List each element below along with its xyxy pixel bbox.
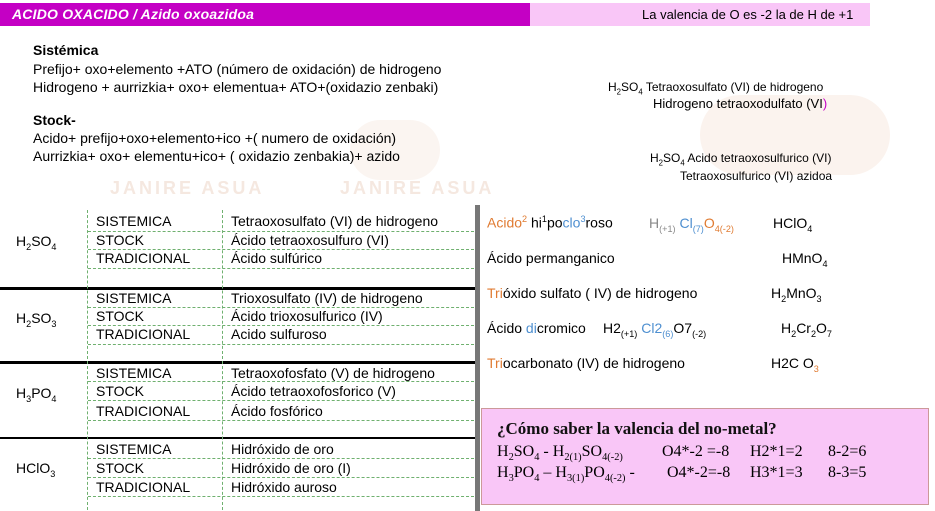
- valence-line-1-c: H2*1=2: [750, 443, 803, 460]
- exercise-4-part: Ácido: [487, 320, 526, 336]
- exercise-5-part: Tri: [487, 355, 503, 371]
- ox-part: O7: [673, 320, 693, 336]
- row-divider: [88, 420, 474, 421]
- exercise-5-formula-part: H2C O: [771, 355, 814, 371]
- sistemica-heading: Sistémica: [33, 42, 99, 58]
- valence-line-2-b: O4*-2=-8: [667, 464, 731, 481]
- valence-line-1-b: O4*-2 =-8: [662, 443, 730, 460]
- exercise-4-name: [487, 320, 586, 336]
- label-sistemica: SISTEMICA: [96, 441, 172, 457]
- exercise-5-formula-sub: 3: [813, 363, 819, 374]
- table-cell: Tetraoxofosfato (V) de hidrogeno: [231, 365, 435, 381]
- exercise-1-name: [487, 214, 613, 231]
- table-cell: Hidróxido de oro (I): [231, 460, 351, 476]
- formula-h3po4: $H_3PO_4$: [16, 385, 57, 404]
- ox-part: Cl: [679, 215, 693, 231]
- row-divider: [88, 400, 474, 401]
- example-sistemica: $H_2SO_4$ Tetraoxosulfato (VI) de hidrogeno: [608, 80, 824, 97]
- table-right-border: [475, 205, 480, 511]
- table-cell: Ácido tetraoxofosforico (V): [231, 383, 396, 399]
- example-sistemica-basque-paren: ): [822, 96, 828, 111]
- valence-line-1-d: 8-2=6: [828, 443, 867, 460]
- ox-part: Cl2: [641, 320, 663, 336]
- watermark-text: JANIRE ASUA: [110, 178, 265, 198]
- label-tradicional: TRADICIONAL: [96, 479, 191, 495]
- exercise-3-part: óxido sulfato ( IV) de hidrogeno: [502, 285, 698, 301]
- row-divider: [88, 458, 474, 459]
- ox-sub: (+1): [620, 328, 638, 339]
- example-sistemica-name: Tetraoxosulfato (VI) de hidrogeno: [645, 80, 824, 94]
- exercise-3-part: Tri: [487, 285, 503, 301]
- exercise-2-formula: HMnO$_4$: [782, 250, 828, 269]
- exercise-1-formula: HClO$_4$: [773, 215, 813, 234]
- table-cell: Hidróxido auroso: [231, 479, 337, 495]
- label-tradicional: TRADICIONAL: [96, 250, 191, 266]
- valence-line-2-c: H3*1=3: [750, 464, 803, 481]
- row-separator: [0, 361, 476, 364]
- formula-h2so4: $H_2SO_4$: [16, 233, 57, 252]
- label-sistemica: SISTEMICA: [96, 365, 172, 381]
- valence-line-1-a: $H_2SO_4 - H_{2(1)}SO_{4(-2)}$: [497, 443, 623, 464]
- table-cell: Acido sulfuroso: [231, 326, 327, 342]
- page-title: ACIDO OXACIDO / Azido oxoazidoa: [12, 6, 255, 22]
- ox-sub: 4(-2): [714, 223, 734, 234]
- exercise-1-sup: 1: [541, 214, 547, 224]
- exercise-1-part: po: [546, 214, 563, 231]
- row-divider: [88, 496, 474, 497]
- column-divider: [222, 210, 223, 510]
- exercise-1-sup: 2: [522, 214, 528, 224]
- exercise-5-part: ocarbonato (IV) de hidrogeno: [502, 355, 685, 371]
- stock-heading: Stock-: [33, 112, 76, 128]
- row-divider: [88, 268, 474, 269]
- exercise-1-part: roso: [585, 214, 613, 231]
- table-cell: Tetraoxosulfato (VI) de hidrogeno: [231, 213, 439, 229]
- ox-part: O: [703, 215, 715, 231]
- table-cell: Ácido fosfórico: [231, 403, 323, 419]
- row-divider: [88, 477, 474, 478]
- valence-box-title: ¿Cómo saber la valencia del no-metal?: [497, 419, 777, 438]
- ox-sub: (6): [662, 328, 674, 339]
- table-cell: Ácido sulfúrico: [231, 250, 323, 266]
- exercise-4-oxidation: [603, 320, 706, 339]
- exercise-1-oxidation: [649, 215, 734, 234]
- exercise-4-formula: $H_2Cr_2O_7$: [781, 320, 832, 339]
- stock-rule-eu: Aurrizkia+ oxo+ elementu+ico+ ( oxidazio zenbakia)+ azido: [33, 148, 400, 164]
- table-cell: Hidróxido de oro: [231, 441, 334, 457]
- example-stock-basque: Tetraoxosulfurico (VI) azidoa: [680, 169, 833, 183]
- label-stock: STOCK: [96, 383, 144, 399]
- table-cell: Ácido tetraoxosulfuro (VI): [231, 232, 389, 248]
- valencia-note: La valencia de O es -2 la de H de +1: [642, 7, 854, 22]
- formula-hclo3: HClO$_3$: [16, 460, 56, 479]
- label-sistemica: SISTEMICA: [96, 290, 172, 306]
- row-divider: [88, 381, 474, 382]
- ox-part: H2: [603, 320, 621, 336]
- sistemica-rule-eu: Hidrogeno + aurrizkia+ oxo+ elementua+ ATO+(oxidazio zenbaki): [33, 79, 439, 95]
- exercise-1-sup: 3: [580, 214, 586, 224]
- label-tradicional: TRADICIONAL: [96, 326, 191, 342]
- exercise-1-part: clo: [562, 214, 581, 231]
- exercise-5-name: [487, 355, 685, 371]
- exercise-1-part: hi: [527, 214, 542, 231]
- example-sistemica-basque: [653, 96, 827, 111]
- ox-sub: (-2): [692, 328, 707, 339]
- row-divider: [88, 344, 474, 345]
- sistemica-rule-es: Prefijo+ oxo+elemento +ATO (número de oxidación) de hidrogeno: [33, 61, 442, 77]
- exercise-3-formula: $H_2MnO_3$: [771, 285, 822, 304]
- ox-part: H: [649, 215, 660, 231]
- label-stock: STOCK: [96, 308, 144, 324]
- exercise-4-part: di: [525, 320, 537, 336]
- exercise-1-part: Acido: [487, 214, 523, 231]
- exercise-3-name: [487, 285, 697, 301]
- exercise-2-name: Ácido permanganico: [487, 250, 615, 266]
- example-sistemica-basque-text: Hidrogeno tetraoxodulfato (VI: [653, 96, 823, 111]
- ox-sub: (7): [692, 223, 704, 234]
- watermark-text-2: JANIRE ASUA: [340, 178, 495, 198]
- exercise-4-part: cromico: [536, 320, 586, 336]
- exercise-5-formula: [771, 355, 819, 374]
- formula-h2so3: $H_2SO_3$: [16, 310, 57, 329]
- example-stock-name: Acido tetraoxosulfurico (VI): [687, 151, 832, 165]
- label-tradicional: TRADICIONAL: [96, 403, 191, 419]
- label-sistemica: SISTEMICA: [96, 213, 172, 229]
- ox-sub: (+1): [659, 223, 676, 234]
- table-cell: Trioxosulfato (IV) de hidrogeno: [231, 290, 423, 306]
- row-separator: [0, 437, 476, 439]
- valence-line-2-d: 8-3=5: [828, 464, 867, 481]
- label-stock: STOCK: [96, 232, 144, 248]
- stock-rule-es: Acido+ prefijo+oxo+elemento+ico +( numero de oxidación): [33, 130, 397, 146]
- table-cell: Ácido trioxosulfurico (IV): [231, 308, 383, 324]
- valence-line-2-a: $H_3PO_4 - H_{3(1)}PO_{4(-2)}$ -: [497, 464, 635, 485]
- example-stock: $H_2SO_4$ Acido tetraoxosulfurico (VI): [650, 151, 832, 168]
- column-divider: [87, 210, 88, 510]
- label-stock: STOCK: [96, 460, 144, 476]
